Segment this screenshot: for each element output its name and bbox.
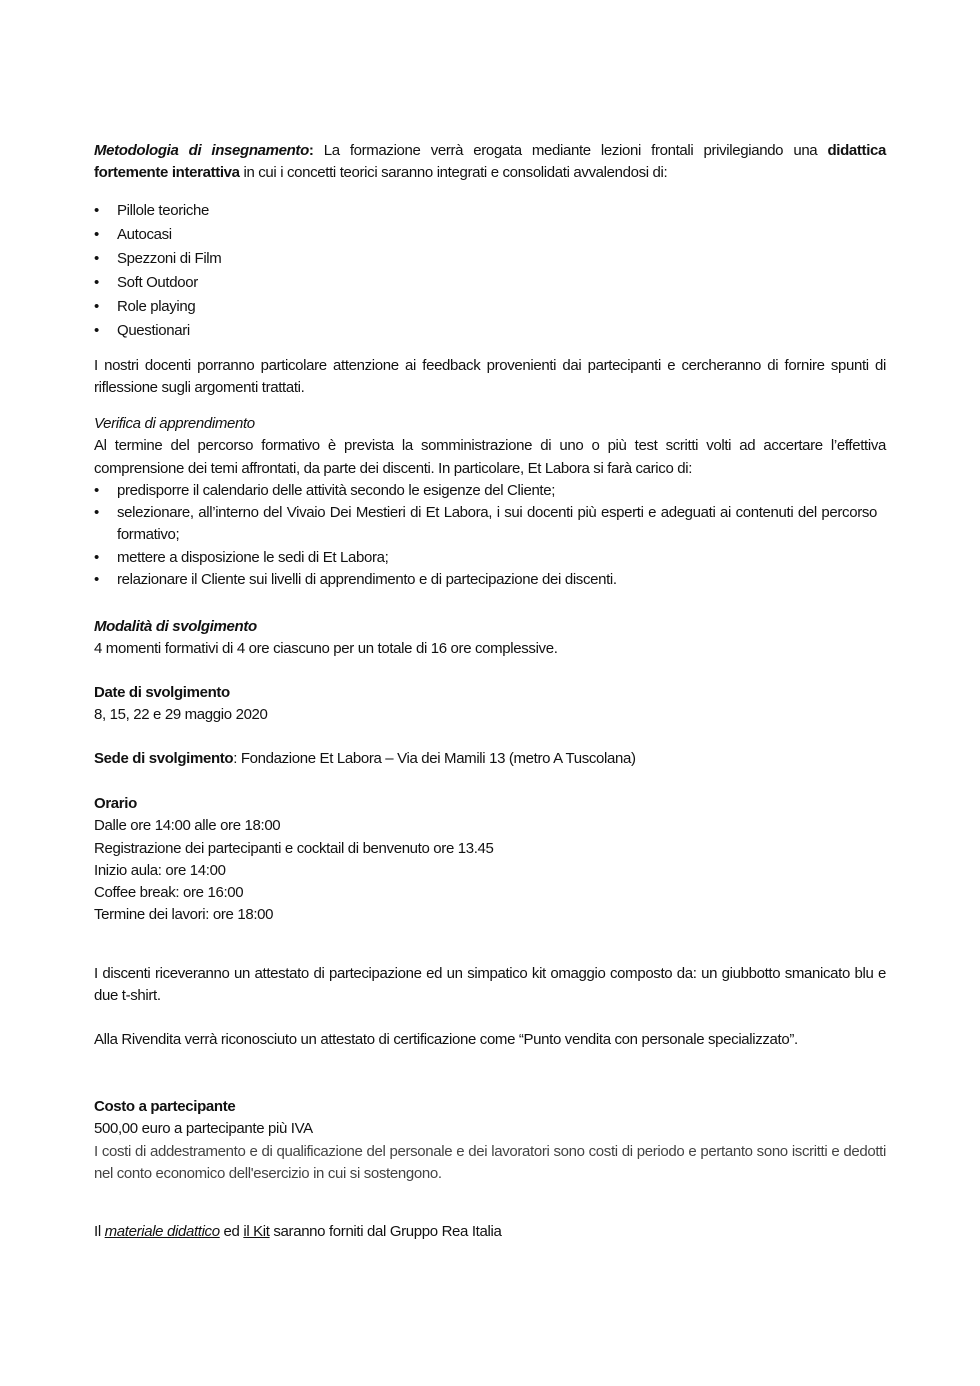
section-heading: Verifica di apprendimento bbox=[94, 415, 255, 432]
modalita-text: 4 momenti formativi di 4 ore ciascuno per un totale di 16 ore complessive. bbox=[94, 640, 558, 658]
orario-line: Inizio aula: ore 14:00 bbox=[94, 861, 226, 879]
costo-note: I costi di addestramento e di qualificazione del personale e dei lavoratori sono costi di periodo e pertanto sono iscritti e dedotti nel conto economico dell'esercizio in cui si sostengono. bbox=[94, 1142, 886, 1182]
date-text: 8, 15, 22 e 29 maggio 2020 bbox=[94, 706, 268, 724]
list-item: • Role playing bbox=[94, 295, 886, 319]
list-item: • Pillole teoriche bbox=[94, 199, 886, 223]
orario-line: Dalle ore 14:00 alle ore 18:00 bbox=[94, 817, 281, 835]
list-item: • predisporre il calendario delle attività secondo le esigenze del Cliente; bbox=[94, 480, 877, 502]
underlined-text: il Kit bbox=[243, 1223, 270, 1240]
date-section bbox=[94, 682, 886, 727]
bold-text: didattica fortemente interattiva bbox=[94, 142, 886, 182]
docenti-paragraph: I nostri docenti porranno particolare attenzione ai feedback provenienti dai partecipanti e cercheranno di fornire spunti di riflessione sugli argomenti trattati. bbox=[94, 357, 886, 397]
rivendita-paragraph: Alla Rivendita verrà riconosciuto un attestato di certificazione come “Punto vendita con personale specializzato”. bbox=[94, 1031, 798, 1048]
orario-line: Termine dei lavori: ore 18:00 bbox=[94, 906, 274, 924]
underlined-text: materiale didattico bbox=[104, 1223, 220, 1240]
text: La formazione verrà erogata mediante lezioni frontali privilegiando una bbox=[313, 142, 828, 159]
metodologia-paragraph bbox=[94, 140, 886, 185]
section-heading: Costo a partecipante bbox=[94, 1098, 236, 1115]
methods-list bbox=[94, 199, 886, 343]
metodologia-label: Metodologia di insegnamento bbox=[94, 142, 309, 159]
list-item: • Questionari bbox=[94, 319, 886, 343]
verifica-text: Al termine del percorso formativo è prevista la somministrazione di uno o più test scritti volti ad accertare l’effettiva comprensione dei temi affrontati, da parte dei discenti. In particolare, Et Labora si farà carico di: bbox=[94, 437, 886, 477]
list-item: • selezionare, all’interno del Vivaio Dei Mestieri di Et Labora, i sui docenti più esperti e adeguati ai contenuti del percorso formativo; bbox=[94, 502, 877, 547]
list-item: • Autocasi bbox=[94, 223, 886, 247]
list-item: • mettere a disposizione le sedi di Et Labora; bbox=[94, 547, 877, 569]
text: in cui i concetti teorici saranno integrati e consolidati avvalendosi di: bbox=[239, 164, 668, 182]
text: Il bbox=[94, 1223, 105, 1240]
section-heading: Sede di svolgimento bbox=[94, 750, 234, 767]
materiale-paragraph bbox=[94, 1221, 886, 1243]
orario-line: Registrazione dei partecipanti e cocktail di benvenuto ore 13.45 bbox=[94, 839, 494, 857]
costo-price: 500,00 euro a partecipante più IVA bbox=[94, 1120, 313, 1138]
orario-section bbox=[94, 793, 886, 927]
section-heading: Modalità di svolgimento bbox=[94, 618, 257, 635]
sede-section bbox=[94, 748, 886, 770]
section-heading: Orario bbox=[94, 795, 137, 812]
costo-section bbox=[94, 1096, 886, 1185]
list-item: • Spezzoni di Film bbox=[94, 247, 886, 271]
sede-text: : Fondazione Et Labora – Via dei Mamili 13 (metro A Tuscolana) bbox=[233, 750, 636, 767]
section-heading: Date di svolgimento bbox=[94, 684, 230, 701]
verifica-section bbox=[94, 413, 886, 591]
list-item: • relazionare il Cliente sui livelli di apprendimento e di partecipazione dei discenti. bbox=[94, 569, 877, 591]
orario-line: Coffee break: ore 16:00 bbox=[94, 884, 244, 902]
text: ed bbox=[219, 1223, 244, 1240]
separator: : bbox=[308, 142, 314, 159]
list-item: • Soft Outdoor bbox=[94, 271, 886, 295]
attestato-paragraph: I discenti riceveranno un attestato di partecipazione ed un simpatico kit omaggio composto da: un giubbotto smanicato blu e due t-shirt. bbox=[94, 965, 886, 1005]
modalita-section bbox=[94, 616, 886, 661]
verifica-list bbox=[94, 480, 877, 591]
text: saranno forniti dal Gruppo Rea Italia bbox=[269, 1223, 502, 1240]
